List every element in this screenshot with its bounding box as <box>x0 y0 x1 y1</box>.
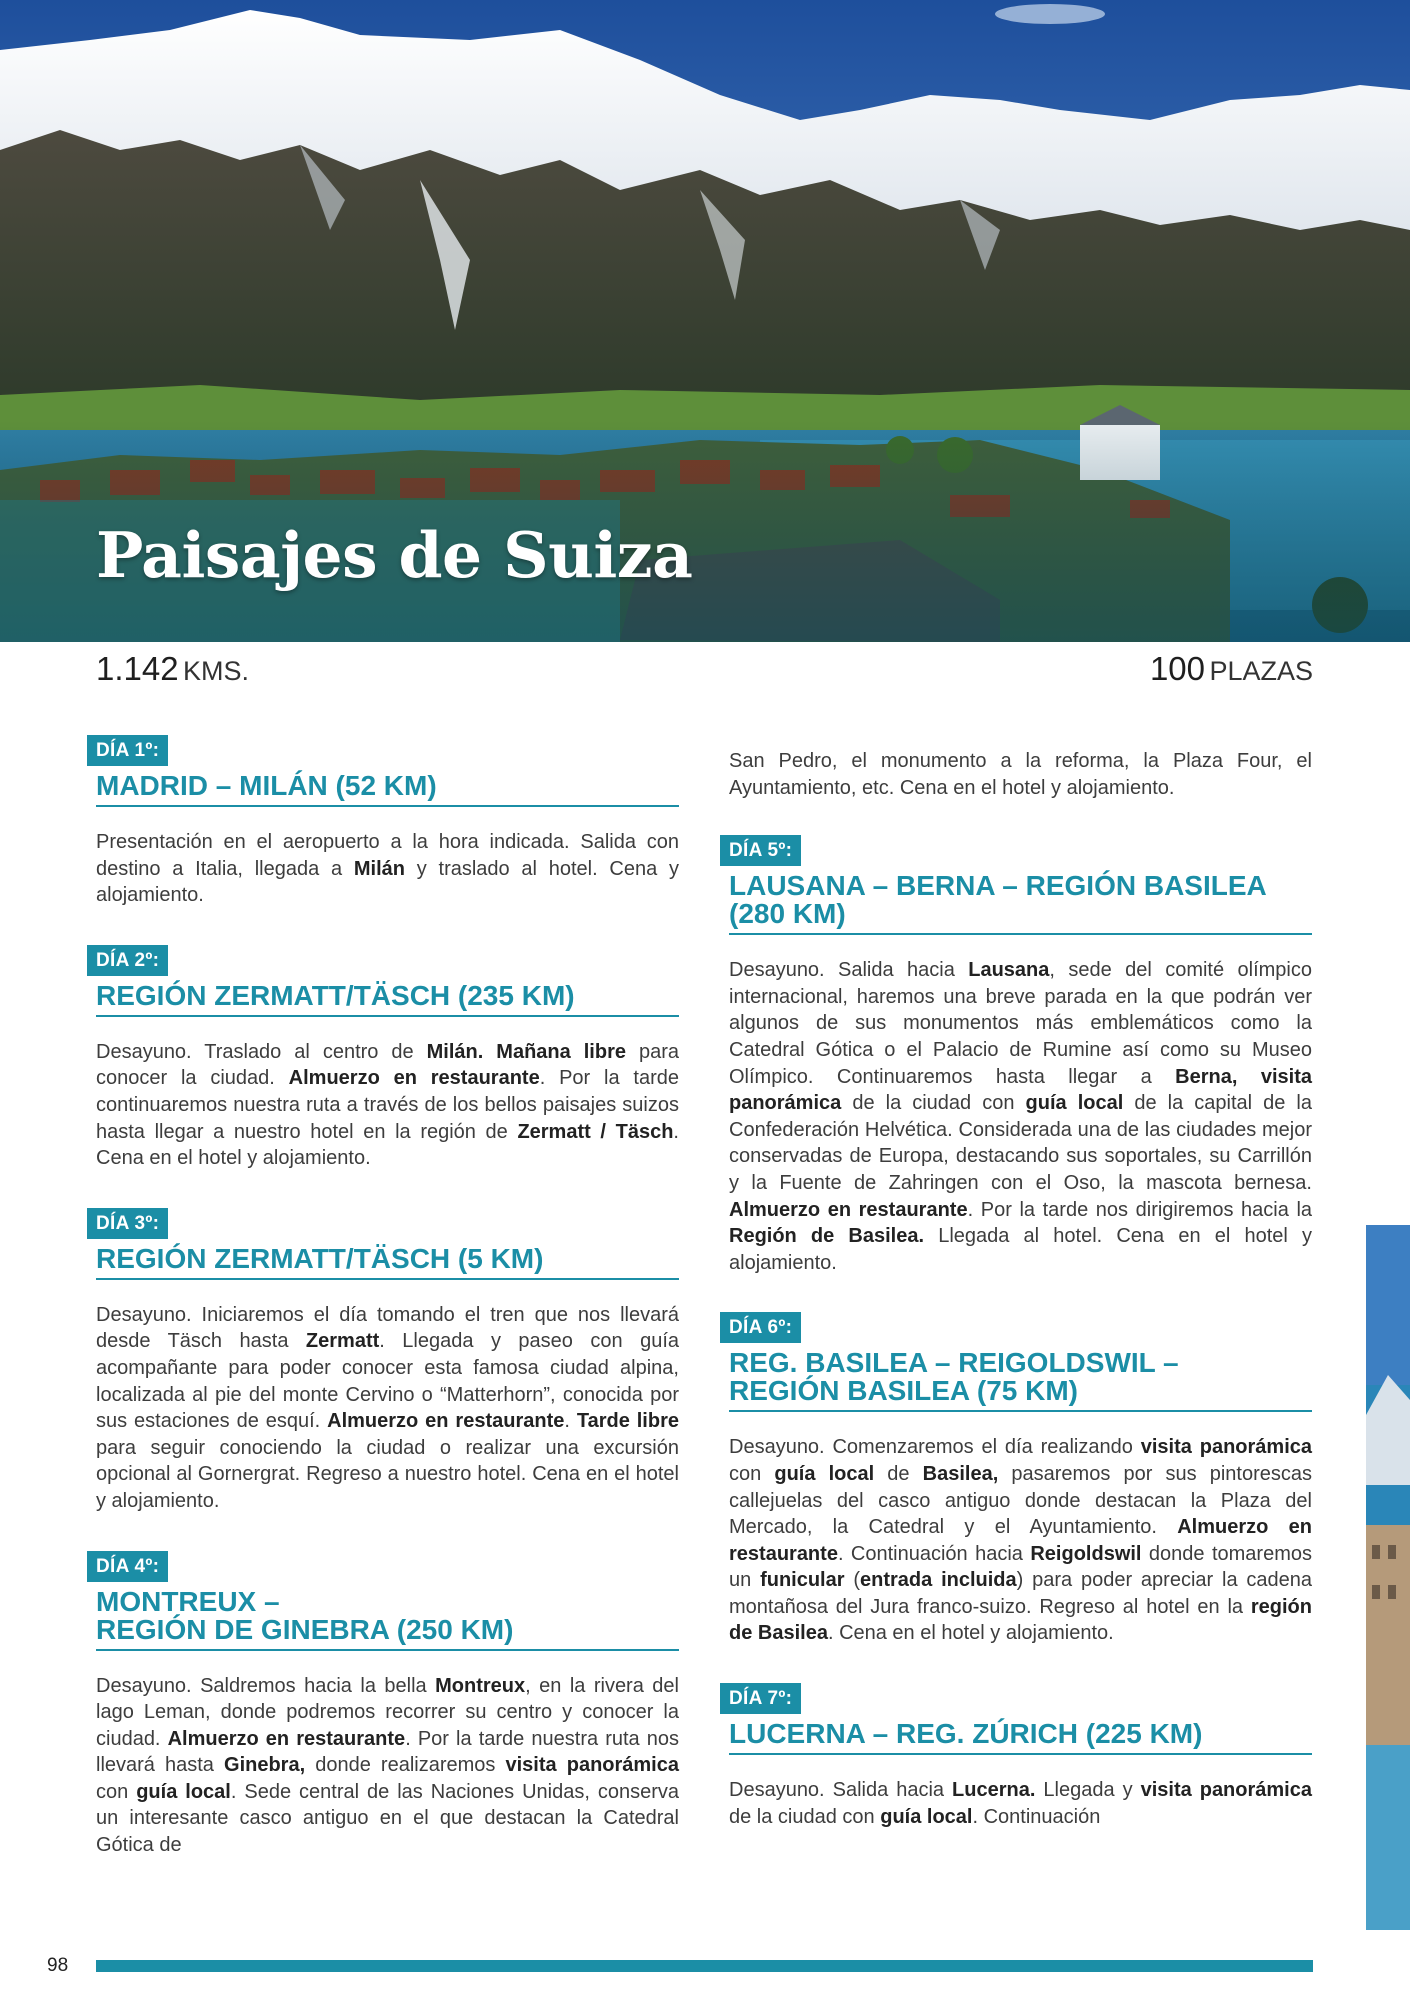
day-tag: DÍA 5º: <box>720 835 801 866</box>
highlight-text: guía local <box>774 1462 875 1485</box>
day-section <box>96 1208 679 1515</box>
highlight-text: guía local <box>136 1780 231 1803</box>
highlight-text: Reigoldswil <box>1030 1542 1142 1565</box>
body-text: con <box>729 1462 775 1485</box>
day-description <box>729 957 1312 1276</box>
body-text: . Continuación hacia <box>837 1542 1031 1565</box>
body-text: de la ciudad con <box>841 1092 1026 1115</box>
highlight-text: guía local <box>880 1805 973 1828</box>
day-title-line: (280 KM) <box>729 898 846 930</box>
body-text: . Por la tarde nuestra ruta nos llevará hasta <box>96 1727 679 1777</box>
day-section <box>96 1551 679 1859</box>
highlight-text: Milán <box>353 857 405 880</box>
itinerary-column-right <box>729 748 1312 1866</box>
body-text: . Continuación <box>972 1805 1101 1828</box>
highlight-text: Almuerzo en restaurante <box>729 1198 968 1221</box>
day-title <box>96 979 679 1017</box>
day-section <box>729 1312 1312 1647</box>
highlight-text: Ginebra, <box>224 1754 306 1777</box>
day-tag: DÍA 3º: <box>87 1208 168 1239</box>
body-text: . Sede central de las Naciones Unidas, conserva un interesante casco antiguo en el que destacan la Catedral Gótica de <box>96 1780 679 1857</box>
day-4-continued-text: San Pedro, el monumento a la reforma, la Plaza Four, el Ayuntamiento, etc. Cena en el hotel y alojamiento. <box>729 750 1312 799</box>
body-text: . Llegada y paseo con guía acompañante para poder conocer esta famosa ciudad alpina, localizada al pie del monte Cervino o “Matterhorn”, conocida por sus estaciones de esquí. <box>96 1330 679 1433</box>
highlight-text: Almuerzo en restaurante <box>327 1410 565 1433</box>
body-text: de la capital de la Confederación Helvética. Considerada una de las ciudades mejor conservadas de Europa, destacando sus soportales, su Carrillón y la Fuente de Zahringen con el Oso, la mascota bernesa. <box>729 1092 1312 1194</box>
day-title-line: REGIÓN DE GINEBRA (250 KM) <box>96 1613 514 1645</box>
day-title-line: REGIÓN ZERMATT/TÄSCH (5 KM) <box>96 1242 544 1274</box>
body-text: de la ciudad con <box>729 1805 881 1828</box>
body-text: Desayuno. Salida hacia <box>729 1779 953 1802</box>
body-text: para conocer la ciudad. <box>96 1040 679 1090</box>
body-text: para seguir conociendo la ciudad o realizar una excursión opcional al Gornergrat. Regreso a nuestro hotel. Cena en el hotel y alojamiento. <box>96 1436 679 1512</box>
highlight-text: Zermatt <box>305 1330 380 1353</box>
highlight-text: Tarde libre <box>576 1410 679 1433</box>
day-title-line: REGIÓN ZERMATT/TÄSCH (235 KM) <box>96 979 575 1011</box>
day-section <box>96 945 679 1172</box>
seats-unit: PLAZAS <box>1209 656 1313 686</box>
highlight-text: entrada incluida <box>860 1569 1017 1592</box>
seats-stat <box>1150 650 1313 688</box>
body-text: . <box>564 1410 577 1433</box>
page-title: Paisajes de Suiza <box>96 518 693 592</box>
body-text: donde realizaremos <box>305 1754 506 1777</box>
day-title <box>96 1242 679 1280</box>
day-section <box>729 835 1312 1276</box>
body-text: Desayuno. Comenzaremos el día realizando <box>729 1436 1141 1459</box>
body-text: , en la rivera del lago Leman, donde podremos recorrer su centro y conocer la ciudad. <box>96 1674 679 1750</box>
day-tag: DÍA 6º: <box>720 1312 801 1343</box>
day-description <box>96 829 679 909</box>
body-text: pasaremos por sus pintorescas callejuelas del casco antiguo donde destacan la Plaza del Mercado, la Catedral y el Ayuntamiento. <box>729 1462 1312 1539</box>
day-title <box>729 872 1312 935</box>
day-tag: DÍA 4º: <box>87 1551 168 1582</box>
day-title-line: REG. BASILEA – REIGOLDSWIL – <box>729 1347 1179 1379</box>
highlight-text: Región de Basilea. <box>729 1225 925 1248</box>
body-text: con <box>96 1780 137 1803</box>
distance-value: 1.142 <box>96 650 179 687</box>
body-text: Llegada al hotel. Cena en el hotel y alojamiento. <box>729 1225 1312 1274</box>
day-description <box>96 1673 679 1859</box>
highlight-text: visita panorámica <box>505 1754 679 1777</box>
hero-banner <box>0 0 1410 642</box>
body-text: de <box>874 1462 923 1485</box>
side-photo-strip <box>1366 1225 1410 1930</box>
body-text: , sede del comité olímpico internacional, haremos una breve parada en la que podrán ver algunos de sus monumentos más emblemáticos como la Catedral Gótica o el Palacio de Rumine así como su Museo Olímpico. Continuaremos hasta llegar a <box>729 959 1312 1088</box>
highlight-text: Lausana <box>968 959 1050 982</box>
highlight-text: Zermatt / Täsch <box>517 1120 674 1143</box>
itinerary-column-left <box>96 735 679 1895</box>
day-tag: DÍA 1º: <box>87 735 168 766</box>
body-text: Desayuno. Saldremos hacia la bella <box>96 1674 436 1697</box>
day-description <box>729 1777 1312 1830</box>
body-text: y traslado al hotel. Cena y alojamiento. <box>96 857 680 907</box>
day-description <box>96 1302 679 1515</box>
day-title-line: LAUSANA – BERNA – REGIÓN BASILEA <box>729 870 1267 902</box>
distance-stat <box>96 650 249 688</box>
day-title <box>96 772 679 807</box>
body-text: donde tomaremos un <box>729 1542 1312 1592</box>
day-title <box>729 1349 1312 1412</box>
body-text: Desayuno. Salida hacia <box>729 959 969 982</box>
body-text: Desayuno. Traslado al centro de <box>96 1040 427 1063</box>
day-description <box>729 1434 1312 1647</box>
day-title-line: LUCERNA – REG. ZÚRICH (225 KM) <box>729 1718 1203 1750</box>
day-description <box>96 1039 679 1172</box>
day-title-line: REGIÓN BASILEA (75 KM) <box>729 1375 1078 1407</box>
highlight-text: Montreux <box>435 1674 526 1697</box>
highlight-text: funicular <box>760 1569 845 1592</box>
body-text: ) para poder apreciar la cadena montañosa del Jura franco-suizo. Regreso al hotel en la <box>729 1569 1313 1618</box>
body-text: Llegada y <box>1035 1779 1141 1802</box>
day-tag: DÍA 2º: <box>87 945 168 976</box>
highlight-text: región de Basilea <box>729 1595 1312 1645</box>
distance-unit: KMS. <box>183 656 250 686</box>
highlight-text: Almuerzo en restaurante <box>288 1067 540 1090</box>
body-text: . Por la tarde nos dirigiremos hacia la <box>967 1198 1313 1221</box>
body-text: . Cena en el hotel y alojamiento. <box>827 1622 1114 1645</box>
highlight-text: Basilea, <box>922 1462 999 1485</box>
footer-bar <box>96 1960 1313 1972</box>
highlight-text: Milán. Mañana libre <box>426 1040 626 1063</box>
body-text: . Cena en el hotel y alojamiento. <box>96 1120 679 1170</box>
highlight-text: visita panorámica <box>1140 1779 1312 1802</box>
day-section <box>96 735 679 909</box>
day-title-line: MADRID – MILÁN (52 KM) <box>96 770 437 801</box>
day-section <box>729 1683 1312 1830</box>
highlight-text: Berna, visita panorámica <box>729 1065 1312 1115</box>
body-text: ( <box>844 1569 860 1592</box>
body-text: Desayuno. Iniciaremos el día tomando el tren que nos llevará desde Täsch hasta <box>96 1303 679 1353</box>
page-number: 98 <box>47 1955 69 1976</box>
highlight-text: Almuerzo en restaurante <box>167 1727 406 1750</box>
day-title-line: MONTREUX – <box>96 1585 280 1617</box>
body-text: . Por la tarde continuaremos nuestra ruta a través de los bellos paisajes suizos hasta llegar a nuestro hotel en la región de <box>96 1067 679 1143</box>
body-text: Presentación en el aeropuerto a la hora indicada. Salida con destino a Italia, llegada a <box>96 831 679 880</box>
day-tag: DÍA 7º: <box>720 1683 801 1714</box>
day-title <box>96 1585 679 1651</box>
highlight-text: guía local <box>1025 1092 1124 1115</box>
highlight-text: visita panorámica <box>1140 1436 1313 1459</box>
highlight-text: Lucerna. <box>952 1779 1036 1802</box>
seats-value: 100 <box>1149 650 1205 687</box>
day-title <box>729 1720 1312 1755</box>
highlight-text: Almuerzo en restaurante <box>729 1516 1312 1565</box>
